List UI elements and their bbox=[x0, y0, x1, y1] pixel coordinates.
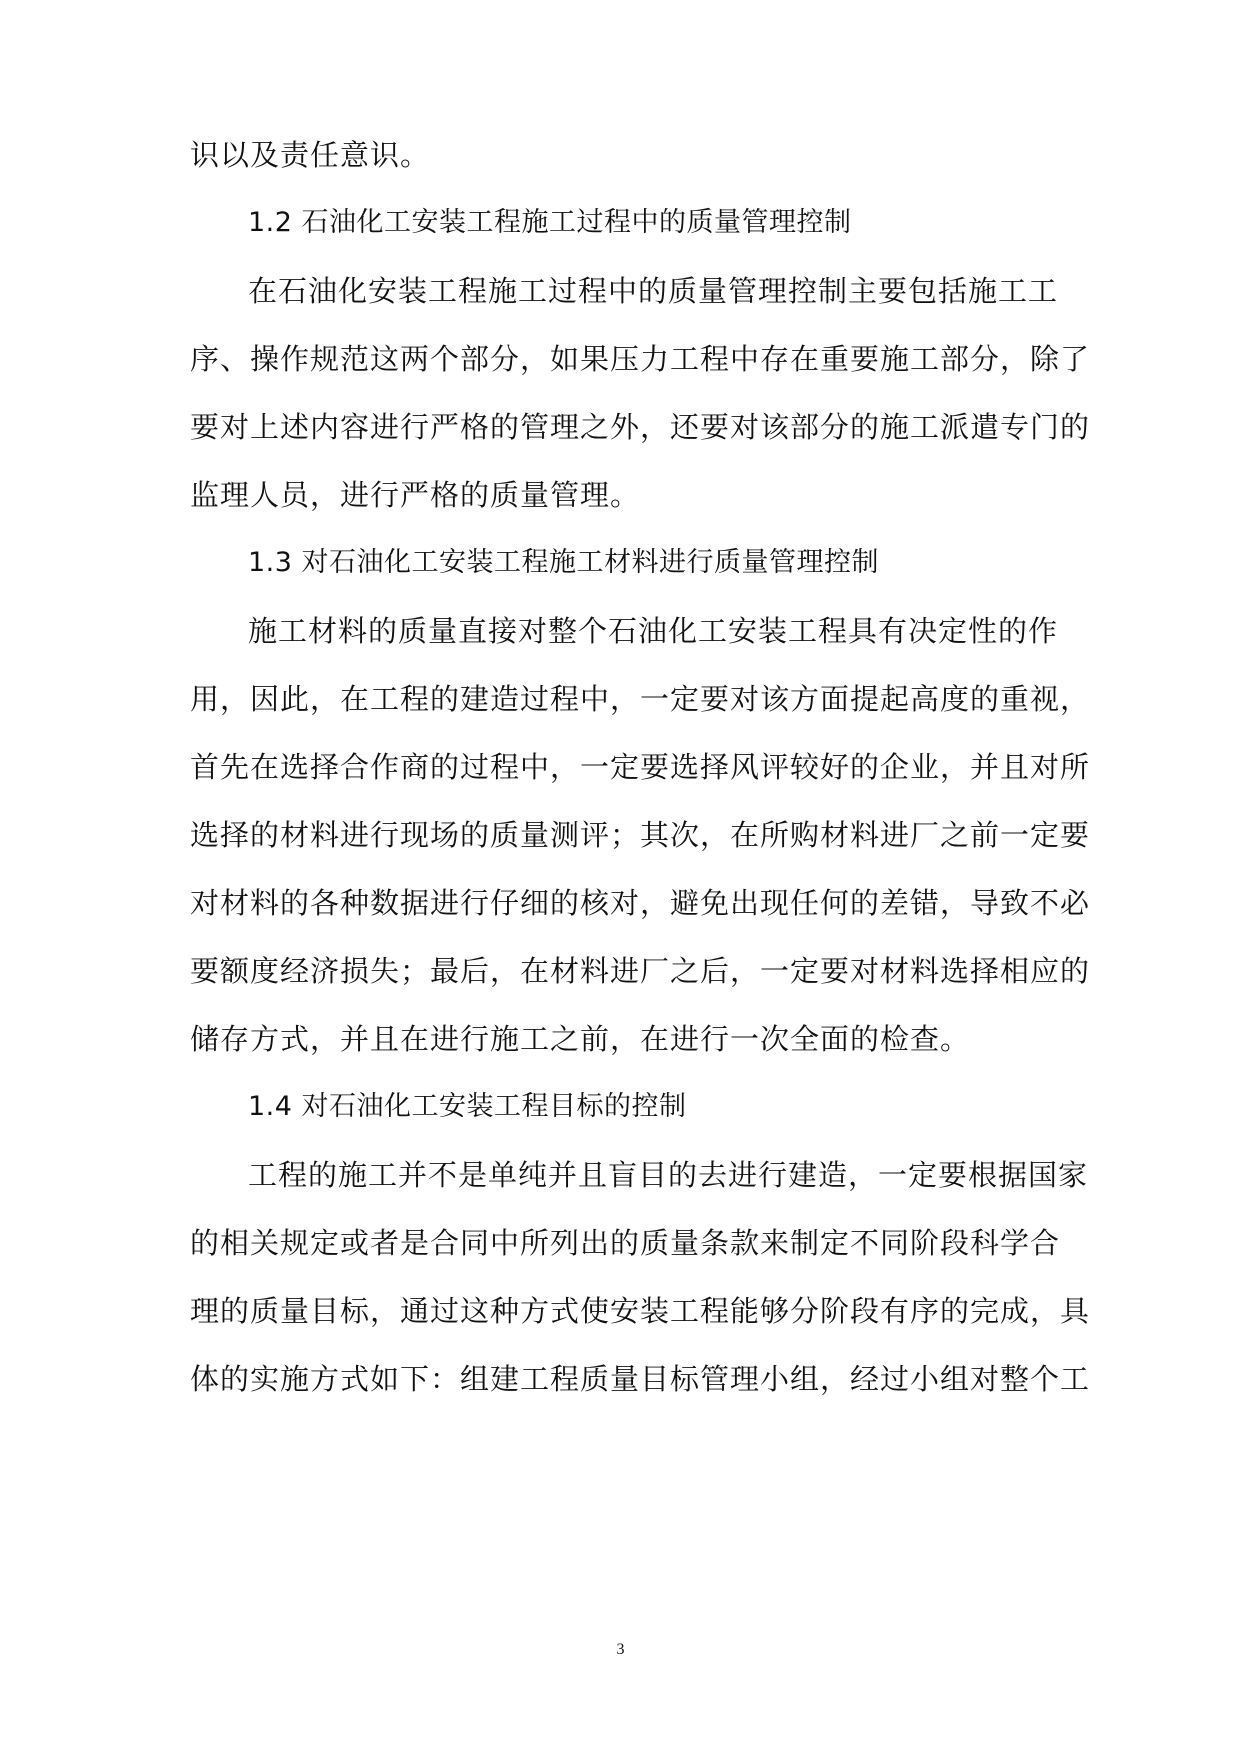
text-line-9: 用，因此，在工程的建造过程中，一定要对该方面提起高度的重视， bbox=[190, 682, 1091, 716]
text-line-18: 理的质量目标，通过这种方式使安装工程能够分阶段有序的完成，具 bbox=[190, 1294, 1091, 1328]
page-number: 3 bbox=[616, 1641, 625, 1658]
text-line-12: 对材料的各种数据进行仔细的核对，避免出现任何的差错，导致不必 bbox=[190, 886, 1091, 920]
text-line-8: 施工材料的质量直接对整个石油化工安装工程具有决定性的作 bbox=[248, 614, 1059, 648]
section-heading-1-3: 1.3 对石油化工安装工程施工材料进行质量管理控制 bbox=[248, 547, 880, 578]
text-line-16: 工程的施工并不是单纯并且盲目的去进行建造，一定要根据国家 bbox=[248, 1158, 1089, 1192]
text-line-4: 序、操作规范这两个部分，如果压力工程中存在重要施工部分，除了 bbox=[190, 342, 1091, 376]
text-line-14: 储存方式，并且在进行施工之前，在进行一次全面的检查。 bbox=[190, 1022, 971, 1056]
text-line-3: 在石油化安装工程施工过程中的质量管理控制主要包括施工工 bbox=[248, 274, 1059, 308]
section-heading-1-2: 1.2 石油化工安装工程施工过程中的质量管理控制 bbox=[248, 207, 852, 238]
text-line-13: 要额度经济损失；最后，在材料进厂之后，一定要对材料选择相应的 bbox=[190, 954, 1091, 988]
text-line-11: 选择的材料进行现场的质量测评；其次，在所购材料进厂之前一定要 bbox=[190, 818, 1091, 852]
text-line-17: 的相关规定或者是合同中所列出的质量条款来制定不同阶段科学合 bbox=[190, 1226, 1061, 1260]
text-line-1: 识以及责任意识。 bbox=[190, 138, 431, 172]
text-line-10: 首先在选择合作商的过程中，一定要选择风评较好的企业，并且对所 bbox=[190, 750, 1091, 784]
text-line-6: 监理人员，进行严格的质量管理。 bbox=[190, 478, 641, 512]
section-heading-1-4: 1.4 对石油化工安装工程目标的控制 bbox=[248, 1091, 687, 1122]
text-line-5: 要对上述内容进行严格的管理之外，还要对该部分的施工派遣专门的 bbox=[190, 410, 1091, 444]
text-line-19: 体的实施方式如下：组建工程质量目标管理小组，经过小组对整个工 bbox=[190, 1362, 1091, 1396]
